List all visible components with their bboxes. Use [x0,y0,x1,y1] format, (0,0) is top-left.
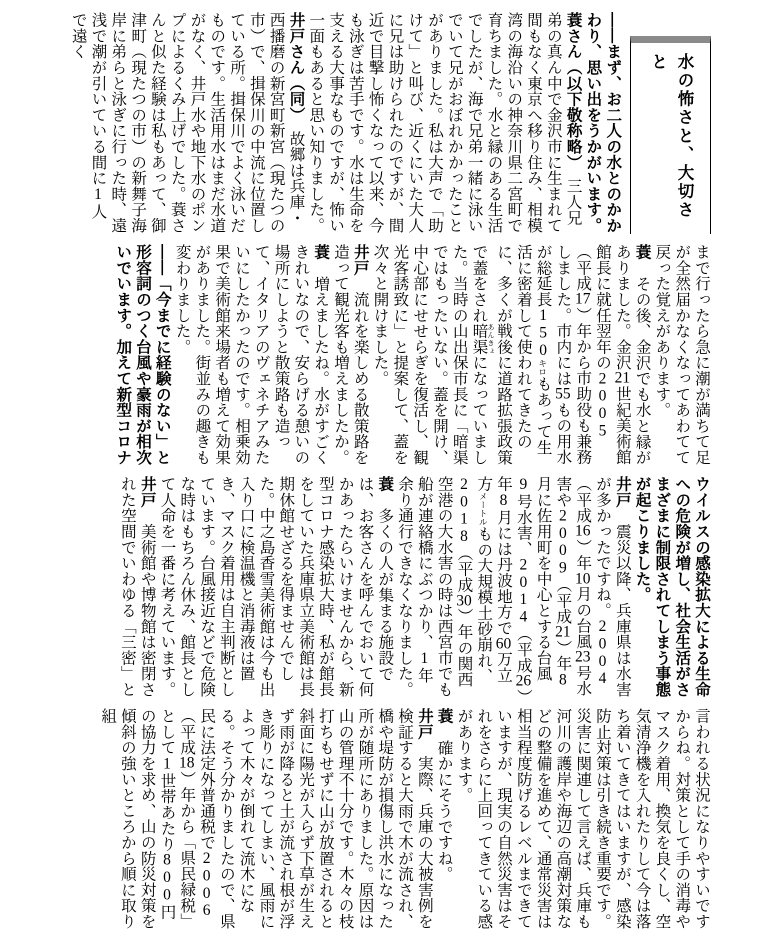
paragraph [370,244,652,466]
body-text: 年余り通行できなくなりました。 [396,476,433,698]
emphasis-text: 井戸 [415,708,433,740]
body-text: 月の台風 [574,586,592,650]
body-text: ）年から市助役も兼務しました。市内には [554,244,592,465]
body-text: 号水害や [554,476,592,697]
emphasis-text: ――「今までに経験のない」と形容詞のつく台風や豪雨が相次いでいます。加えて新型コロナ [114,244,171,466]
body-text: 美術館や博物館は密閉された空間でいわゆる「三密」と [118,476,156,698]
emphasis-text: ウイルスの感染拡大による生命への危険が増し、社会生活がさまざまに制限されてしまう事態が起こりました。 [633,476,710,698]
body-text: 多くの人が集まる施設では、お客さんを呼んでおいて何かあったらいけませんから、新型コロナ感染拡大時、私が館長をしていた兵庫県立美術館は長期休館せざるを得ませんでした。中之島香雪美術館は今も出入り口に検温機と消毒液は置き、マスク着用は自主判断としています。台風接近などで危険な時はもちろん休み、館長として人命を一番に考えています。 [158,476,394,698]
emphasis-text: 井戸 [613,476,631,508]
emphasis-text: 蓑 [376,476,394,492]
body-text: （平成 [574,244,592,292]
body-text: 万立方 [475,476,513,683]
paragraph [330,244,370,466]
body-text: メートル [478,491,489,526]
body-text: 21 [555,624,571,640]
body-text: 8 [495,491,513,510]
body-text: 2014 [514,556,532,626]
paragraph [172,244,330,466]
body-text: 実際、兵庫の大被害例を検証すると大雨で木が流され、橋や堤防が損傷し洪水になった所が随所にありました。原因は山の管理不十分です。木々の枝打ちもせずに山が放置されると斜面に陽光が入らず下草が生えず雨が降ると土が流され根が浮き彫りになってしまい、風雨によって木々が倒れて流木になる。そう分かりましたので、県民に法定外普通税で [198,708,433,930]
body-text: 30 [456,592,472,609]
body-text: ）年 [554,639,572,672]
body-text: 55 [555,386,571,402]
body-text: 震災以降、兵庫県は水害が多かったですね。 [594,476,631,698]
body-text: 1 [415,649,433,668]
body-text: 増えましたね。水がすごくきれいなので、安らげる憩いの場所にしようと散策路も造って、イタリアのヴェネチアみたいにしたかったのです。相乗効果で美術館来場者も増えて効果がありました。街並みの趣きも変わりました。 [173,244,330,466]
body-text: まで行ったら急に潮が満ちて足が全然届かなくなってあわてて戻った覚えがあります。 [653,244,710,466]
body-text: 8 [554,671,572,689]
body-text: 確かにそうですね。 [435,723,453,882]
body-text: 9 [514,476,532,494]
body-text: 23 [574,649,591,665]
emphasis-text: 蓑 [633,244,651,260]
body-text: ）年の関西空港の大水害の時は西宮市でも船が連絡橋にぶつかり、 [415,476,473,698]
body-text: 1 [89,185,107,204]
body-text: ）年 [495,476,532,697]
body-text: 26 [515,673,532,689]
body-text: その後、金沢でも水と縁がありました。金沢 [613,244,651,466]
body-text: 三人兄弟の真ん中で金沢市に生まれて間もなく東京へ移り住み、相模湾の海沿いの神奈川県二宮町で育ちました。水と縁のある生活でしたが、海で兄弟一緒に泳いでいて兄がおぼれかかったことがありました。私は大声で「助けて」と叫び、近くにいた大人に兄は助けられたのですが、間近で目撃し怖くなって以来、今も泳ぎは苦手です。水は生命を支える大事なものですが、怖い一面もあると思い知りました。 [307,12,582,234]
text-band-2 [20,244,711,466]
body-text: （平成 [455,545,473,593]
body-text: （平成 [178,708,196,756]
body-text: キロ [537,359,548,377]
emphasis-text: 蓑 [312,244,330,260]
body-text: 世帯あたり [158,772,176,852]
headline-title: 水の怖さと、大切さと [648,53,693,220]
body-text: （平成 [554,576,572,625]
body-text: 10 [574,570,591,587]
body-text: ）年 [574,538,592,571]
body-text: 21 [614,370,631,386]
body-text: 2009 [554,507,572,577]
body-text: 2006 [198,850,216,920]
emphasis-text: 蓑 [435,708,453,724]
body-text: 16 [574,523,591,539]
paragraph [434,708,454,930]
emphasis-text: 井戸さん（同） [287,12,305,115]
paragraph [305,12,582,234]
paragraph [112,244,171,466]
paragraph [97,708,434,930]
body-text: 2005 [594,370,612,440]
emphasis-text: 井戸 [138,476,156,508]
paragraph [394,476,632,698]
body-text: 150 [534,307,552,360]
paragraph [583,12,623,234]
body-text: 円の協力を求め、山の防災対策を傾斜の強いところから順に取り組 [99,708,176,930]
text-band-4 [20,708,711,930]
headline-box [630,36,711,234]
text-band-3 [20,476,711,698]
body-text: になっていました。当時の山出保市長に「暗渠ではもったいない。蓋を開け、中心部にせせらぎを復活し、観光客誘致に」と提案して、蓋を次々と開けました。 [371,244,488,466]
paragraph [68,12,306,234]
body-text: （平成 [574,476,592,524]
body-text: 月に佐用町を中心とする台風 [534,476,552,682]
body-text: 人で遠く [69,12,107,219]
emphasis-text: 井戸 [351,244,369,276]
body-text: 流れを楽しめる散策路を造って観光客も増えましたか。 [331,244,369,466]
body-text: 号水害、 [514,493,532,557]
body-text: 2004 [594,618,612,688]
paragraph [652,244,711,466]
text-band-1 [20,12,711,234]
body-text: 2018 [455,476,473,546]
body-text: 月には丹波地方で [495,509,513,636]
body-text: もあって生活に密着して使われてきたのに、多くが戦後に道路拡張政策で蓋をされ [470,244,552,466]
body-text: もの用水が総延長 [534,244,572,465]
body-text: 17 [574,291,591,307]
body-text: 世紀美術館館長に就任翌年の [594,244,631,465]
body-text: 1 [158,755,176,773]
ruby-annotated-word: 暗渠 あんきょ [470,323,496,355]
body-text: 言われる状況になりやすいですからね。対策として手の消毒やマスク着用、換気を良くし、空気清浄機を入れたりして今は落ち着いてきてはいますが、感染防止対策は引き続き重要です。災害に関連して言えば、兵庫も河川の護岸や海辺の高潮対策などの整備を進めて、通常災害は相当程度防げるレベルまできていますが、現実の自然災害はそれをさらに上回ってきている感があります。 [455,708,710,930]
body-text: もの大規模土砂崩れ、 [475,525,493,684]
paragraph [454,708,711,930]
body-text: 故郷は兵庫・西播磨の新宮町新宮（現たつの市）で、揖保川の中流に位置している所。揖保川でよく泳いだものです。生活用水はまだ水道がなく、井戸水や地下水のポンプによるくみ上げでした。蓑さんと似た経験は私もあって、御津町（現たつの市）の新舞子海岸に弟らと泳ぎに行った時、遠浅で潮が引いている間に [89,12,305,234]
paragraph [632,476,711,698]
body-text: 18 [179,755,195,771]
body-text: ）年から「県民緑税」として [158,708,196,929]
body-text: （平成 [514,625,532,674]
body-text: 60 [495,635,512,652]
paragraph [117,476,157,698]
emphasis-text: ――まず、お二人の水とのかかわり、思い出をうかがいます。 [584,12,622,234]
body-text: 800 [158,851,176,904]
paragraph [157,476,395,698]
emphasis-text: 蓑さん（以下敬称略） [564,12,582,163]
